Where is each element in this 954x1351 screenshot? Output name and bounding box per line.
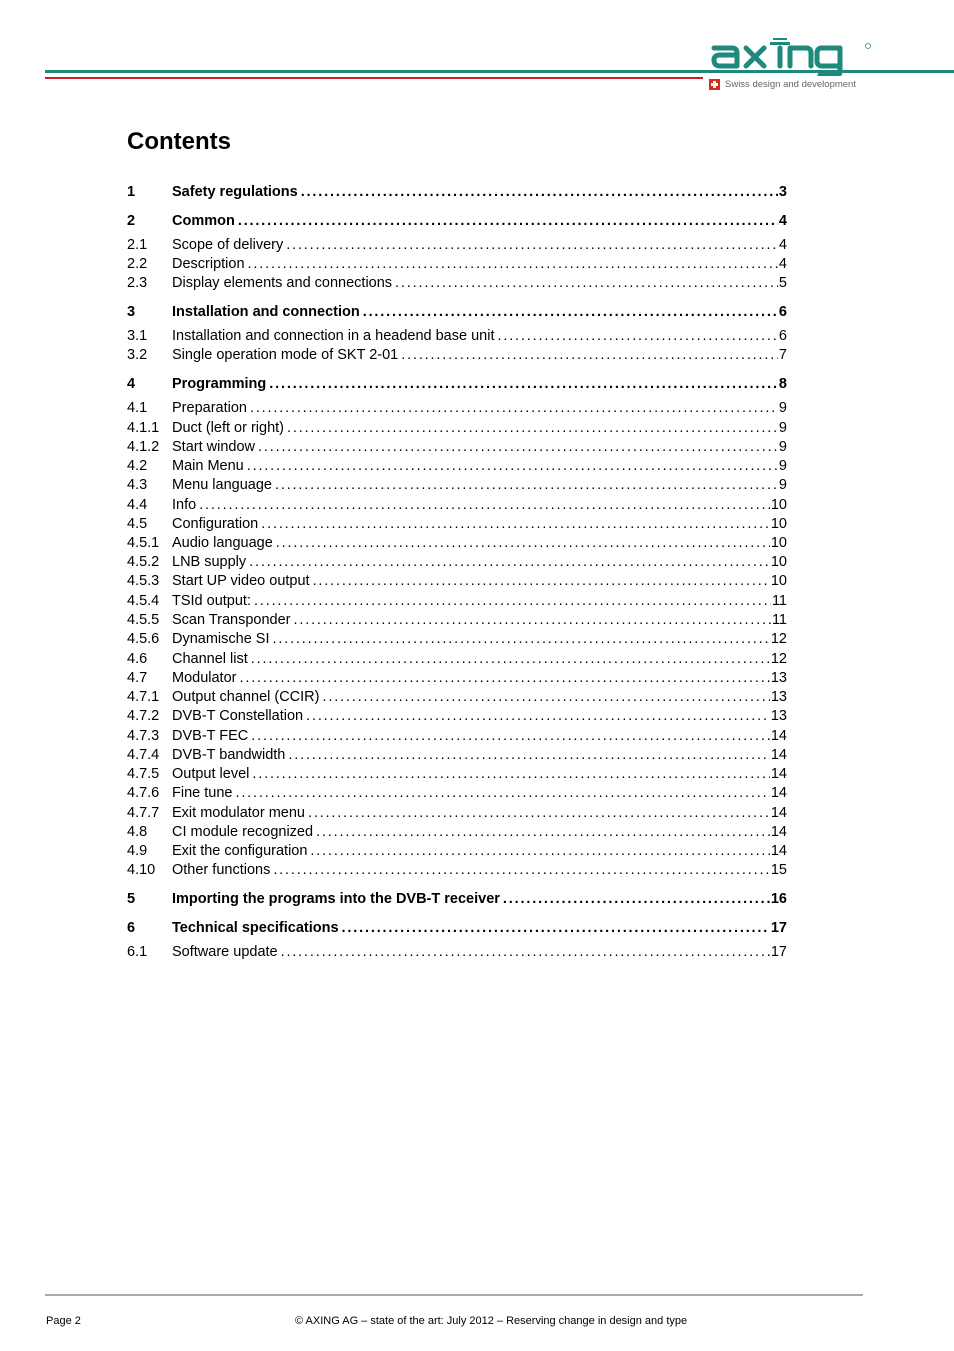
toc-entry[interactable] [127,419,787,438]
toc-entry[interactable] [127,515,787,534]
toc-entry-number: 4.5.2 [127,554,160,570]
toc-dot-leader [235,784,769,803]
toc-entry-number: 4.7.1 [127,689,160,705]
toc-entry-number: 4.7.2 [127,708,160,724]
toc-entry-page: 9 [778,477,787,493]
toc-entry-number: 5 [127,891,136,907]
toc-entry-title: Exit the configuration [172,843,308,859]
toc-entry-number: 4.2 [127,458,148,474]
toc-entry-title: DVB-T FEC [172,728,249,744]
toc-entry-page: 13 [770,708,787,724]
toc-entry-page: 4 [778,256,787,272]
toc-entry[interactable] [127,823,787,842]
toc-entry-number: 4.5.4 [127,593,160,609]
footer-page-number: Page 2 [46,1315,81,1327]
toc-entry-page: 14 [770,843,787,859]
toc-dot-leader [395,274,778,293]
toc-entry-number: 4.6 [127,651,148,667]
toc-entry-number: 4.7 [127,670,148,686]
toc-entry-title: Importing the programs into the DVB-T receiver [172,891,500,907]
toc-entry-page: 13 [770,689,787,705]
toc-entry-title: Installation and connection in a headend base unit [172,328,495,344]
toc-entry[interactable] [127,375,787,394]
toc-entry[interactable] [127,572,787,591]
toc-dot-leader [286,236,778,255]
toc-entry-page: 10 [770,497,787,513]
toc-entry[interactable] [127,804,787,823]
toc-dot-leader [294,611,771,630]
toc-dot-leader [252,765,769,784]
toc-entry-title: CI module recognized [172,824,314,840]
toc-entry-page: 9 [778,439,787,455]
toc-entry-number: 4.5.3 [127,573,160,589]
toc-entry[interactable] [127,765,787,784]
toc-entry-page: 12 [770,651,787,667]
toc-entry-number: 6.1 [127,944,148,960]
toc-entry[interactable] [127,255,787,274]
toc-entry[interactable] [127,943,787,962]
toc-entry[interactable] [127,183,787,202]
toc-entry-number: 4.10 [127,862,156,878]
toc-entry-page: 5 [778,275,787,291]
toc-entry-title: Scope of delivery [172,237,284,253]
toc-entry[interactable] [127,707,787,726]
toc-entry-title: Fine tune [172,785,233,801]
toc-entry-title: Output channel (CCIR) [172,689,320,705]
toc-dot-leader [308,804,770,823]
toc-entry-page: 3 [778,184,787,200]
toc-entry-number: 3.1 [127,328,148,344]
toc-entry-page: 12 [770,631,787,647]
footer-copyright: © AXING AG – state of the art: July 2012 – Reserving change in design and type [295,1315,688,1327]
tagline [709,77,856,91]
toc-entry-number: 4.5.5 [127,612,160,628]
toc-entry-number: 4.1.1 [127,420,160,436]
toc-dot-leader [254,592,771,611]
toc-entry-page: 17 [770,920,787,936]
toc-dot-leader [301,183,778,202]
toc-entry-title: Preparation [172,400,247,416]
tagline-text: Swiss design and development [725,78,856,90]
toc-entry-number: 4.7.5 [127,766,160,782]
toc-entry[interactable] [127,399,787,418]
toc-entry-page: 10 [770,573,787,589]
toc-entry-title: Start UP video output [172,573,310,589]
toc-entry-title: Programming [172,376,267,392]
toc-entry-page: 6 [778,328,787,344]
toc-entry[interactable] [127,784,787,803]
toc-entry-title: Menu language [172,477,272,493]
toc-entry[interactable] [127,842,787,861]
toc-dot-leader [250,399,778,418]
toc-entry-number: 3 [127,304,136,320]
toc-entry[interactable] [127,630,787,649]
toc-entry[interactable] [127,236,787,255]
toc-entry[interactable] [127,861,787,880]
toc-entry-title: Configuration [172,516,259,532]
toc-entry-page: 14 [770,766,787,782]
toc-dot-leader [497,327,777,346]
toc-entry[interactable] [127,669,787,688]
toc-entry-page: 9 [778,400,787,416]
header-rule-red [45,77,703,79]
toc-entry-number: 2.2 [127,256,148,272]
toc-entry-page: 14 [770,747,787,763]
toc-entry-title: TSId output: [172,593,251,609]
toc-entry[interactable] [127,611,787,630]
toc-dot-leader [261,515,770,534]
toc-entry-title: Info [172,497,197,513]
toc-entry[interactable] [127,688,787,707]
page-title: Contents [127,128,231,155]
toc-entry[interactable] [127,553,787,572]
toc-entry[interactable] [127,457,787,476]
toc-dot-leader [273,861,770,880]
toc-entry-title: Audio language [172,535,273,551]
axing-logo [710,36,874,76]
toc-dot-leader [322,688,769,707]
toc-entry-number: 6 [127,920,136,936]
toc-entry-number: 1 [127,184,136,200]
toc-entry-page: 16 [770,891,787,907]
toc-entry-title: Other functions [172,862,271,878]
toc-dot-leader [269,375,778,394]
toc-entry-page: 14 [770,824,787,840]
toc-entry-title: Main Menu [172,458,244,474]
toc-dot-leader [288,746,769,765]
toc-entry[interactable] [127,496,787,515]
toc-entry-page: 10 [770,516,787,532]
toc-entry-page: 14 [770,785,787,801]
footer-rule [45,1294,863,1296]
toc-entry-number: 4.7.3 [127,728,160,744]
toc-entry-title: DVB-T bandwidth [172,747,286,763]
toc-entry-number: 4.7.4 [127,747,160,763]
toc-entry-title: Output level [172,766,250,782]
toc-entry-number: 3.2 [127,347,148,363]
toc-entry-title: Common [172,213,235,229]
toc-entry-page: 10 [770,554,787,570]
toc-entry-page: 7 [778,347,787,363]
toc-entry-number: 4.3 [127,477,148,493]
toc-entry-title: Single operation mode of SKT 2-01 [172,347,399,363]
toc-dot-leader [342,919,770,938]
toc-entry-number: 4.1 [127,400,148,416]
toc-entry-page: 4 [778,213,787,229]
toc-entry[interactable] [127,650,787,669]
toc-dot-leader [281,943,770,962]
toc-entry-page: 14 [770,728,787,744]
toc-entry-page: 11 [771,593,787,609]
toc-entry-page: 11 [771,612,787,628]
toc-dot-leader [251,727,770,746]
toc-entry-title: Exit modulator menu [172,805,305,821]
toc-entry-title: LNB supply [172,554,247,570]
toc-entry-number: 2 [127,213,136,229]
toc-entry-title: Start window [172,439,256,455]
toc-dot-leader [273,630,770,649]
toc-dot-leader [199,496,770,515]
toc-entry-title: Duct (left or right) [172,420,284,436]
toc-dot-leader [258,438,778,457]
toc-entry-title: Description [172,256,245,272]
toc-dot-leader [287,419,778,438]
toc-dot-leader [275,476,778,495]
toc-entry[interactable] [127,303,787,322]
toc-entry-title: DVB-T Constellation [172,708,304,724]
toc-dot-leader [313,572,770,591]
toc-entry-page: 4 [778,237,787,253]
toc-entry[interactable] [127,274,787,293]
toc-dot-leader [310,842,769,861]
toc-entry-title: Technical specifications [172,920,339,936]
toc-dot-leader [239,669,769,688]
toc-entry-page: 15 [770,862,787,878]
toc-entry-title: Channel list [172,651,248,667]
toc-dot-leader [401,346,778,365]
swiss-flag-icon [709,79,720,90]
toc-dot-leader [363,303,778,322]
toc-entry-title: Scan Transponder [172,612,291,628]
toc-dot-leader [248,255,778,274]
toc-entry-number: 4.7.7 [127,805,160,821]
toc-entry-page: 8 [778,376,787,392]
toc-dot-leader [276,534,770,553]
toc-entry-page: 9 [778,420,787,436]
toc-entry-page: 14 [770,805,787,821]
toc-entry-number: 4.5.1 [127,535,160,551]
toc-dot-leader [247,457,778,476]
toc-dot-leader [503,890,770,909]
toc-entry-title: Dynamische SI [172,631,270,647]
toc-entry[interactable] [127,534,787,553]
toc-entry[interactable] [127,327,787,346]
toc-entry-number: 4.5 [127,516,148,532]
toc-entry[interactable] [127,438,787,457]
toc-dot-leader [306,707,770,726]
toc-entry[interactable] [127,746,787,765]
toc-entry-page: 6 [778,304,787,320]
toc-entry-number: 4.8 [127,824,148,840]
toc-entry[interactable] [127,890,787,909]
toc-entry-number: 4.5.6 [127,631,160,647]
toc-dot-leader [316,823,770,842]
toc-entry-page: 17 [770,944,787,960]
toc-entry[interactable] [127,919,787,938]
toc-entry-title: Display elements and connections [172,275,393,291]
toc-entry[interactable] [127,476,787,495]
toc-entry-number: 4.1.2 [127,439,160,455]
toc-entry[interactable] [127,727,787,746]
toc-entry-number: 4 [127,376,136,392]
toc-entry-title: Safety regulations [172,184,298,200]
toc-dot-leader [251,650,770,669]
toc-entry-number: 4.4 [127,497,148,513]
toc-dot-leader [238,212,778,231]
toc-dot-leader [249,553,770,572]
toc-entry[interactable] [127,592,787,611]
toc-entry-page: 10 [770,535,787,551]
toc-entry-number: 2.3 [127,275,148,291]
toc-entry-number: 4.7.6 [127,785,160,801]
toc-entry-title: Software update [172,944,278,960]
toc-entry-number: 4.9 [127,843,148,859]
toc-entry[interactable] [127,212,787,231]
toc-entry-page: 9 [778,458,787,474]
toc-entry[interactable] [127,346,787,365]
toc-entry-number: 2.1 [127,237,148,253]
toc-entry-title: Modulator [172,670,237,686]
toc-entry-page: 13 [770,670,787,686]
toc-entry-title: Installation and connection [172,304,360,320]
